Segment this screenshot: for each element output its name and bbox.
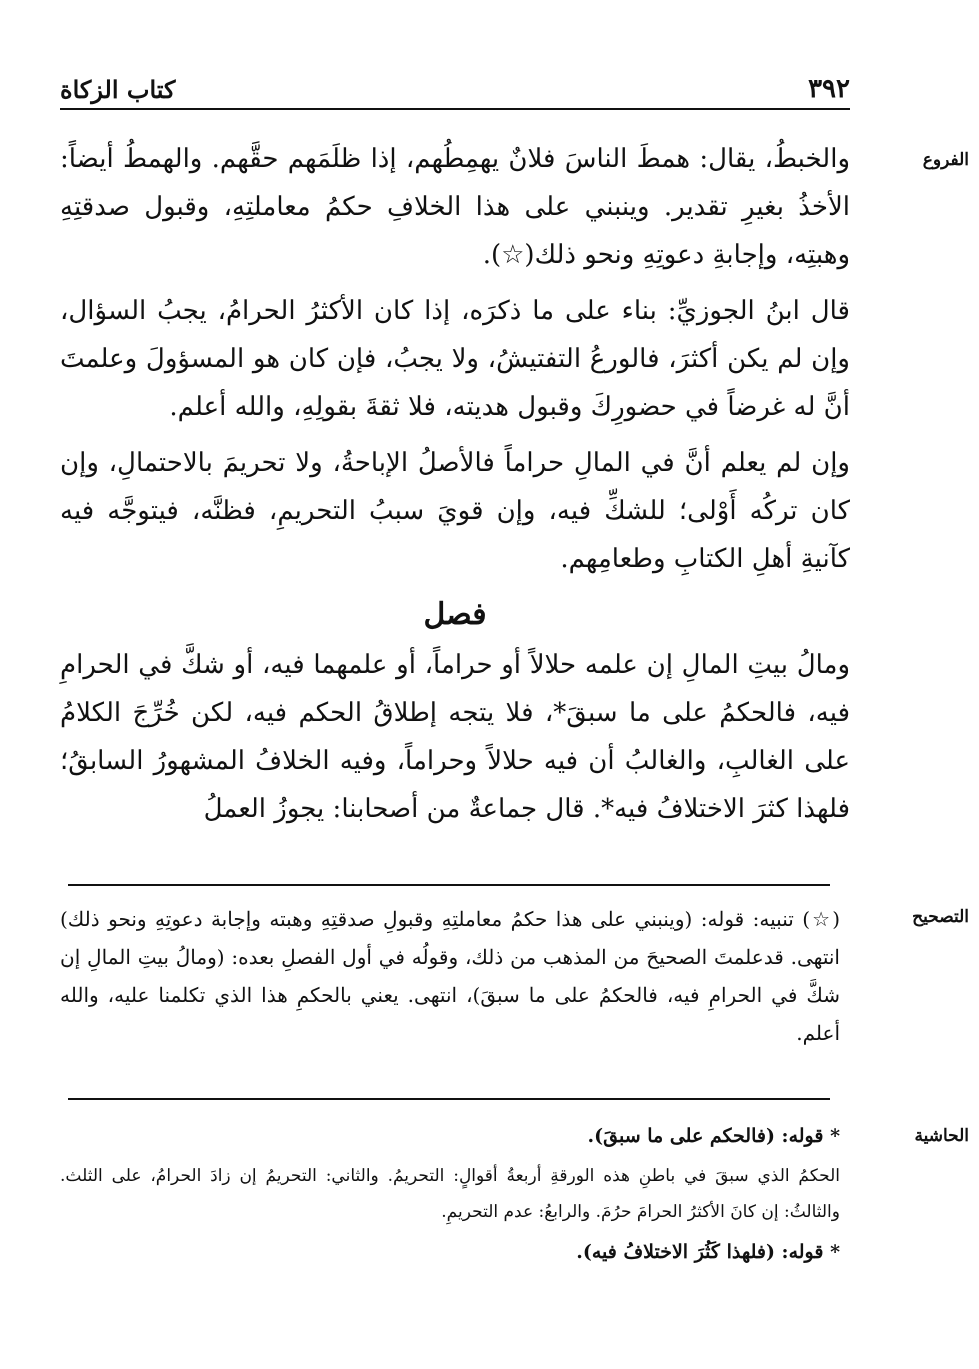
hashiya-text [60,1118,840,1274]
section-heading: فصل [423,597,487,632]
main-paragraph-2: قال ابنُ الجوزيِّ: بناء على ما ذكرَه، إذا كان الأكثرُ الحرامُ، يجبُ السؤال، وإن لم يكن أكثرَ، فالورعُ التفتيشُ، ولا يجبُ، فإن كان هو المسؤولَ وعلمتَ أنَّ له غرضاً في حضورِكَ وقبول هديته، فلا ثقةَ بقولِهِ، والله أعلم. [60,296,850,422]
main-paragraph-3: وإن لم يعلم أنَّ في المالِ حراماً فالأصلُ الإباحةُ، ولا تحريمَ بالاحتمالِ، وإن كان تركُه أَوْلى؛ للشكِّ فيه، وإن قويَ سببُ التحريمِ، فظنَّه، فيتوجَّه فيه كآنيةِ أهلِ الكتابِ وطعامِهم. [60,448,850,574]
book-title: كتاب الزكاة [60,75,176,104]
hashiya-note-1-quote: * قوله: (فالحكم على ما سبقَ). [587,1125,840,1147]
label-hashiya: الحاشية [914,1126,969,1146]
main-paragraph-4: ومالُ بيتِ المالِ إن علمه حلالاً أو حراماً، أو علمهما فيه، أو شكَّ في الحرامِ فيه، فالحكمُ على ما سبقَ*، فلا يتجه إطلاقُ الحكم فيه، لكن خُرِّجَ الكلامُ على الغالبِ، والغالبُ أن فيه حلالاً وحراماً، وفيه الخلافُ المشهورُ السابقُ؛ فلهذا كثرَ الاختلافُ فيه*. قال جماعةٌ من أصحابنا: يجوزُ العملُ [60,650,850,824]
label-furu: الفروع [922,150,969,170]
page-number: ٣٩٢ [808,74,850,104]
main-text [60,135,850,841]
divider-hashiya [68,1098,830,1100]
divider-tashih [68,884,830,886]
hashiya-note-1-text: الحكمُ الذي سبقَ في باطنِ هذه الورقةِ أربعةُ أقوالٍ: التحريمُ. والثاني: التحريمُ إن زادَ الحرامُ، على الثلث. والثالثُ: إن كانَ الأكثرُ الحرامَ حرُمَ. والرابعُ: عدم التحريمِ. [60,1166,840,1222]
tashih-text: (☆) تنبيه: قوله: (وينبني على هذا حكمُ معاملتِهِ وقبولِ صدقتِهِ وهبته وإجابة دعوتِهِ ونحو ذلك) انتهى. قدعلمتَ الصحيحَ من المذهب من ذلك، وقولُه في أول الفصلِ بعده: (ومالُ بيتِ المالِ إن شكَّ في الحرامِ فيه، فالحكمُ على ما سبقَ)، انتهى. يعني بالحكمِ هذا الذي تكلمنا عليه، والله أعلم. [60,907,840,1045]
main-paragraph-1: والخبطُ، يقال: همطَ الناسَ فلانٌ يهمِطُهم، إذا ظلَمَهم حقَّهم. والهمطُ أيضاً: الأخذُ بغيرِ تقدير. وينبني على هذا الخلافِ حكمُ معاملتِهِ، وقبول صدقتِهِ وهبتِه، وإجابةِ دعوتِهِ ونحو ذلك(☆). [60,144,850,270]
running-header [60,70,850,110]
hashiya-note-2-quote: * قوله: (فلهذا كَثُرَ الاختلافُ فيه). [576,1241,840,1263]
label-tashih: التصحيح [912,907,969,927]
